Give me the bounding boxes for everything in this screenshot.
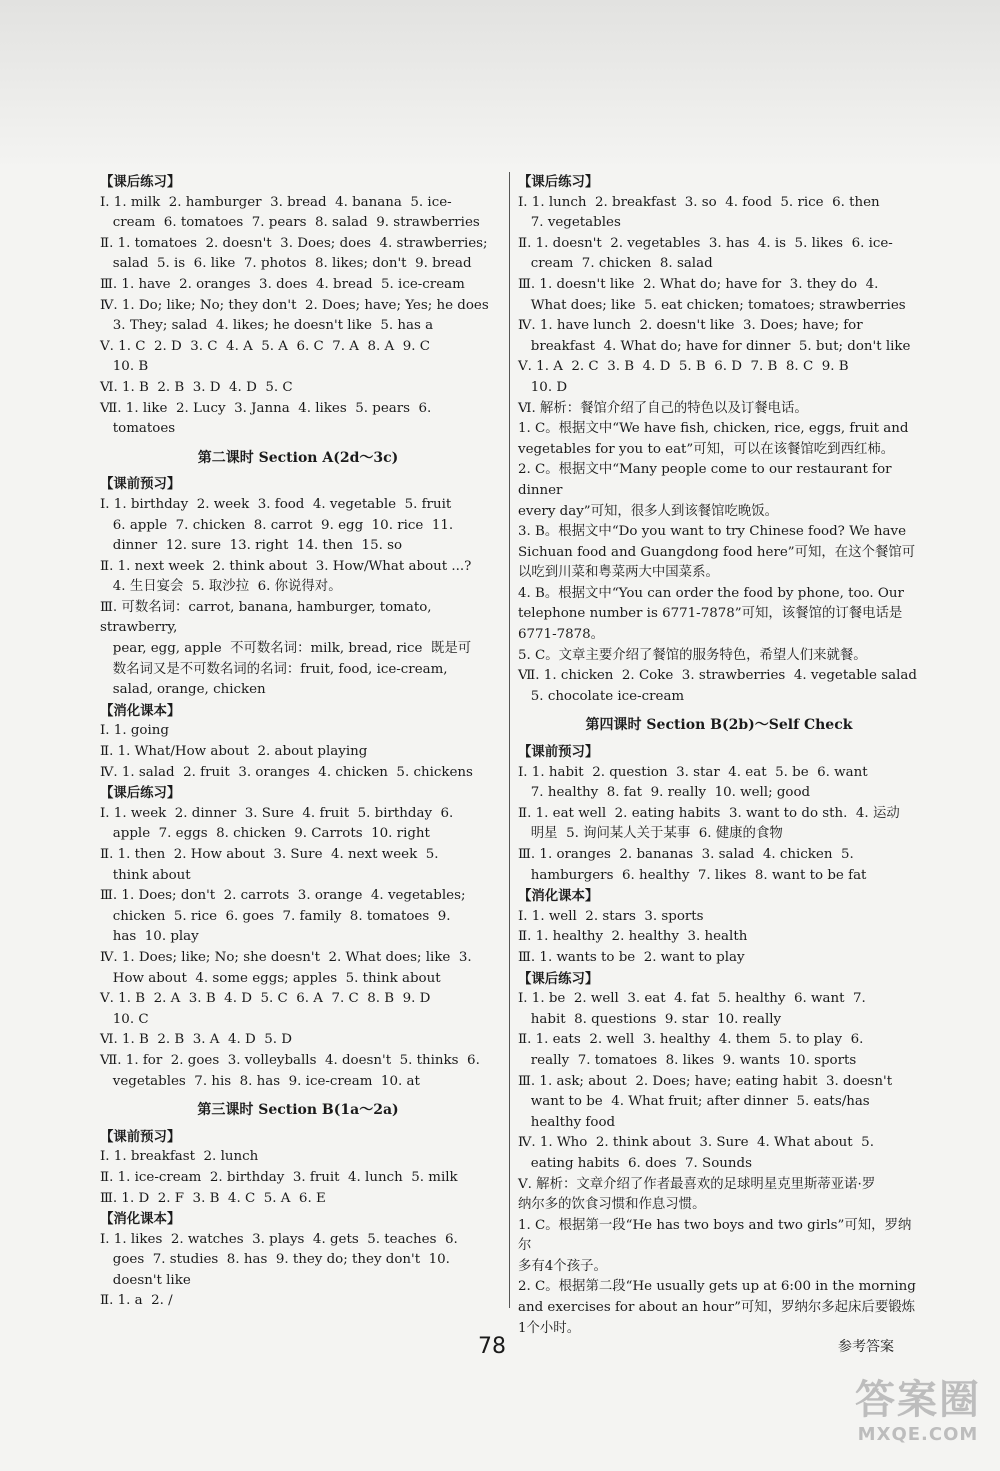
answer-line: Ⅰ. 1. going [100,723,169,739]
answer-line: Sichuan food and Guangdong food here”可知，在这个餐馆可 [518,544,916,560]
answer-line: and exercises for about an hour”可知，罗纳尔多起床后要锻炼 [518,1300,915,1316]
subsection-heading: 【课前预习】 [518,744,599,761]
lesson-section-title: 第三课时 Section B(1a～2a) [197,1102,399,1119]
answer-line: Ⅶ. 1. chicken 2. Coke 3. strawberries 4. vegetable salad [518,668,917,684]
column-divider [509,172,510,1308]
answer-line: Ⅲ. 1. doesn't like 2. What do; have for 3. they do 4. [518,276,879,292]
answer-line: Ⅱ. 1. healthy 2. healthy 3. health [518,929,748,945]
subsection-heading: 【消化课本】 [100,1211,181,1228]
answer-line: want to be 4. What fruit; after dinner 5. eats/has [518,1094,870,1110]
answer-line: telephone number is 6771-7878”可知，该餐馆的订餐电话是 [518,606,903,622]
answer-line: 4. B。根据文中“You can order the food by phone, too. Our [518,585,904,601]
answer-line: Ⅳ. 1. salad 2. fruit 3. oranges 4. chicken 5. chickens [100,764,473,780]
answer-line: 7. healthy 8. fat 9. really 10. well; good [518,785,811,801]
answer-line: Ⅱ. 1. then 2. How about 3. Sure 4. next week 5. [100,847,439,862]
answer-line: salad, orange, chicken [100,682,266,698]
answer-line: Ⅱ. 1. next week 2. think about 3. How/What about ...? [100,558,472,574]
answer-line: 3. They; salad 4. likes; he doesn't like 5. has a [100,318,434,334]
answer-line: Ⅰ. 1. habit 2. question 3. star 4. eat 5. be 6. want [518,764,868,780]
watermark-top-text: 答案圈 [855,1377,981,1423]
answer-line: Ⅱ. 1. eats 2. well 3. healthy 4. them 5. to play 6. [518,1032,864,1048]
answer-line: 数名词又是不可数名词的名词：fruit, food, ice-cream, [100,661,448,677]
answer-line: Ⅳ. 1. Does; like; No; she doesn't 2. What does; like 3. [100,949,472,965]
answer-line: 1. C。根据文中“We have fish, chicken, rice, eggs, fruit and [518,421,909,437]
answer-line: 3. B。根据文中“Do you want to try Chinese food? We have [518,524,907,540]
answer-line: 5. chocolate ice-cream [518,688,685,704]
answer-line: What does; like 5. eat chicken; tomatoes; strawberries [518,297,906,313]
watermark-bottom-text: MXQE.COM [857,1424,979,1445]
answer-line: 明星 5. 询问某人关于某事 6. 健康的食物 [518,826,783,842]
answer-line: Ⅱ. 1. What/How about 2. about playing [100,744,368,760]
answer-line: breakfast 4. What do; have for dinner 5. but; don't like [518,338,911,354]
answer-line: Ⅲ. 1. D 2. F 3. B 4. C 5. A 6. E [100,1190,326,1206]
answer-line: Ⅰ. 1. birthday 2. week 3. food 4. vegetable 5. fruit [100,496,452,512]
answer-line: 多有4个孩子。 [518,1258,607,1274]
answer-line: has 10. play [100,929,199,945]
answer-line: chicken 5. rice 6. goes 7. family 8. tomatoes 9. [100,908,451,924]
answer-line: 2. C。根据第二段“He usually gets up at 6:00 in the morning [518,1279,916,1295]
subsection-heading: 【课前预习】 [100,476,181,493]
answer-line: pear, egg, apple 不可数名词：milk, bread, rice 既是可 [100,641,472,657]
answer-line: Ⅱ. 1. doesn't 2. vegetables 3. has 4. is 5. likes 6. ice- [518,235,893,251]
answer-line: Ⅰ. 1. milk 2. hamburger 3. bread 4. banana 5. ice- [100,194,452,210]
answer-line: cream 6. tomatoes 7. pears 8. salad 9. strawberries [100,215,480,231]
answer-line: tomatoes [100,421,176,437]
answer-line: 10. C [100,1011,149,1027]
answer-line: goes 7. studies 8. has 9. they do; they don't 10. [100,1252,450,1268]
lesson-section-title: 第二课时 Section A(2d～3c) [197,449,399,466]
answer-line: really 7. tomatoes 8. likes 9. wants 10. sports [518,1052,857,1068]
subsection-heading: 【课后练习】 [100,174,181,190]
answer-line: Ⅱ. 1. a 2. / [100,1293,173,1309]
answer-line: Ⅱ. 1. tomatoes 2. doesn't 3. Does; does 4. strawberries; [100,235,488,251]
subsection-heading: 【课后练习】 [518,174,599,190]
answer-line: 纳尔多的饮食习惯和作息习惯。 [518,1197,706,1213]
answer-line: 1. C。根据第一段“He has two boys and two girls”可知，罗纳尔 [518,1217,912,1254]
answer-line: 2. C。根据文中“Many people come to our restaurant for dinner [518,462,896,498]
answer-line: How about 4. some eggs; apples 5. think about [100,970,441,986]
answer-line: 4. 生日宴会 5. 取沙拉 6. 你说得对。 [100,579,342,595]
answer-line: Ⅲ. 1. wants to be 2. want to play [518,949,745,965]
answer-line: every day”可知，很多人到该餐馆吃晚饭。 [518,503,779,519]
answer-line: Ⅰ. 1. well 2. stars 3. sports [518,908,704,924]
answer-line: 1个小时。 [518,1320,581,1336]
answer-line: Ⅲ. 1. ask; about 2. Does; have; eating habit 3. doesn't [518,1073,893,1089]
subsection-heading: 【课后练习】 [518,970,599,987]
answer-line: doesn't like [100,1272,191,1288]
answer-line: vegetables for you to eat”可知，可以在该餐馆吃到西红柿。 [518,441,895,457]
answer-line: Ⅵ. 1. B 2. B 3. A 4. D 5. D [100,1032,293,1048]
answer-line: Ⅵ. 解析：餐馆介绍了自己的特色以及订餐电话。 [518,400,808,416]
answer-line: Ⅰ. 1. be 2. well 3. eat 4. fat 5. healthy 6. want 7. [518,991,866,1007]
subsection-heading: 【课前预习】 [100,1128,181,1145]
left-column [100,172,496,1312]
answer-line: dinner 12. sure 13. right 14. then 15. so [100,538,403,554]
right-column [518,172,920,1339]
answer-line: apple 7. eggs 8. chicken 9. Carrots 10. right [100,826,430,842]
answer-line: Ⅲ. 1. Does; don't 2. carrots 3. orange 4. vegetables; [100,888,466,904]
answer-line: Ⅵ. 1. B 2. B 3. D 4. D 5. C [100,379,293,395]
answer-line: Ⅶ. 1. for 2. goes 3. volleyballs 4. doesn't 5. thinks 6. [100,1052,480,1068]
answer-line: Ⅳ. 1. have lunch 2. doesn't like 3. Does; have; for [518,318,863,334]
answer-line: 10. B [100,359,149,375]
answer-line: think about [100,867,191,883]
answer-line: Ⅲ. 可数名词：carrot, banana, hamburger, tomato, strawberry, [100,599,436,636]
answer-line: Ⅰ. 1. likes 2. watches 3. plays 4. gets 5. teaches 6. [100,1231,458,1247]
answer-line: Ⅴ. 1. C 2. D 3. C 4. A 5. A 6. C 7. A 8. A 9. C [100,338,430,354]
page-number: 78 [478,1334,506,1359]
answer-line: Ⅱ. 1. eat well 2. eating habits 3. want to do sth. 4. 运动 [518,805,900,821]
answer-line: Ⅴ. 1. B 2. A 3. B 4. D 5. C 6. A 7. C 8. B 9. D [100,991,431,1007]
answer-line: Ⅶ. 1. like 2. Lucy 3. Janna 4. likes 5. pears 6. [100,400,432,416]
answer-line: Ⅲ. 1. have 2. oranges 3. does 4. bread 5. ice-cream [100,276,465,292]
answer-line: Ⅰ. 1. breakfast 2. lunch [100,1149,259,1165]
answer-line: cream 7. chicken 8. salad [518,256,713,272]
answer-line: habit 8. questions 9. star 10. really [518,1011,782,1027]
answer-line: 以吃到川菜和粤菜两大中国菜系。 [518,565,719,581]
answer-line: 6771-7878。 [518,627,605,643]
answer-line: Ⅰ. 1. week 2. dinner 3. Sure 4. fruit 5. birthday 6. [100,805,454,821]
answer-line: Ⅱ. 1. ice-cream 2. birthday 3. fruit 4. lunch 5. milk [100,1169,458,1185]
answer-line: healthy food [518,1114,616,1130]
answer-line: Ⅰ. 1. lunch 2. breakfast 3. so 4. food 5. rice 6. then [518,194,880,210]
answer-line: salad 5. is 6. like 7. photos 8. likes; don't 9. bread [100,256,472,272]
answer-line: Ⅴ. 1. A 2. C 3. B 4. D 5. B 6. D 7. B 8. C 9. B [518,359,849,375]
lesson-section-title: 第四课时 Section B(2b)～Self Check [585,717,853,734]
answer-line: Ⅳ. 1. Who 2. think about 3. Sure 4. What about 5. [518,1135,874,1151]
answer-line: Ⅳ. 1. Do; like; No; they don't 2. Does; have; Yes; he does [100,297,489,313]
answer-line: vegetables 7. his 8. has 9. ice-cream 10. at [100,1073,420,1089]
subsection-heading: 【消化课本】 [518,888,599,905]
answer-line: Ⅴ. 解析：文章介绍了作者最喜欢的足球明星克里斯蒂亚诺·罗 [518,1176,876,1192]
answer-line: 10. D [518,379,568,395]
answer-line: 7. vegetables [518,215,621,231]
subsection-heading: 【课后练习】 [100,785,181,802]
answer-line: 5. C。文章主要介绍了餐馆的服务特色，希望人们来就餐。 [518,647,867,663]
answer-line: 6. apple 7. chicken 8. carrot 9. egg 10. rice 11. [100,517,454,533]
answer-line: eating habits 6. does 7. Sounds [518,1155,752,1171]
footer-label: 参考答案 [838,1339,894,1355]
watermark-logo [838,1376,998,1466]
answer-line: hamburgers 6. healthy 7. likes 8. want to be fat [518,867,867,883]
subsection-heading: 【消化课本】 [100,702,181,719]
answer-line: Ⅲ. 1. oranges 2. bananas 3. salad 4. chicken 5. [518,847,854,862]
page-top-shading [0,0,1000,170]
